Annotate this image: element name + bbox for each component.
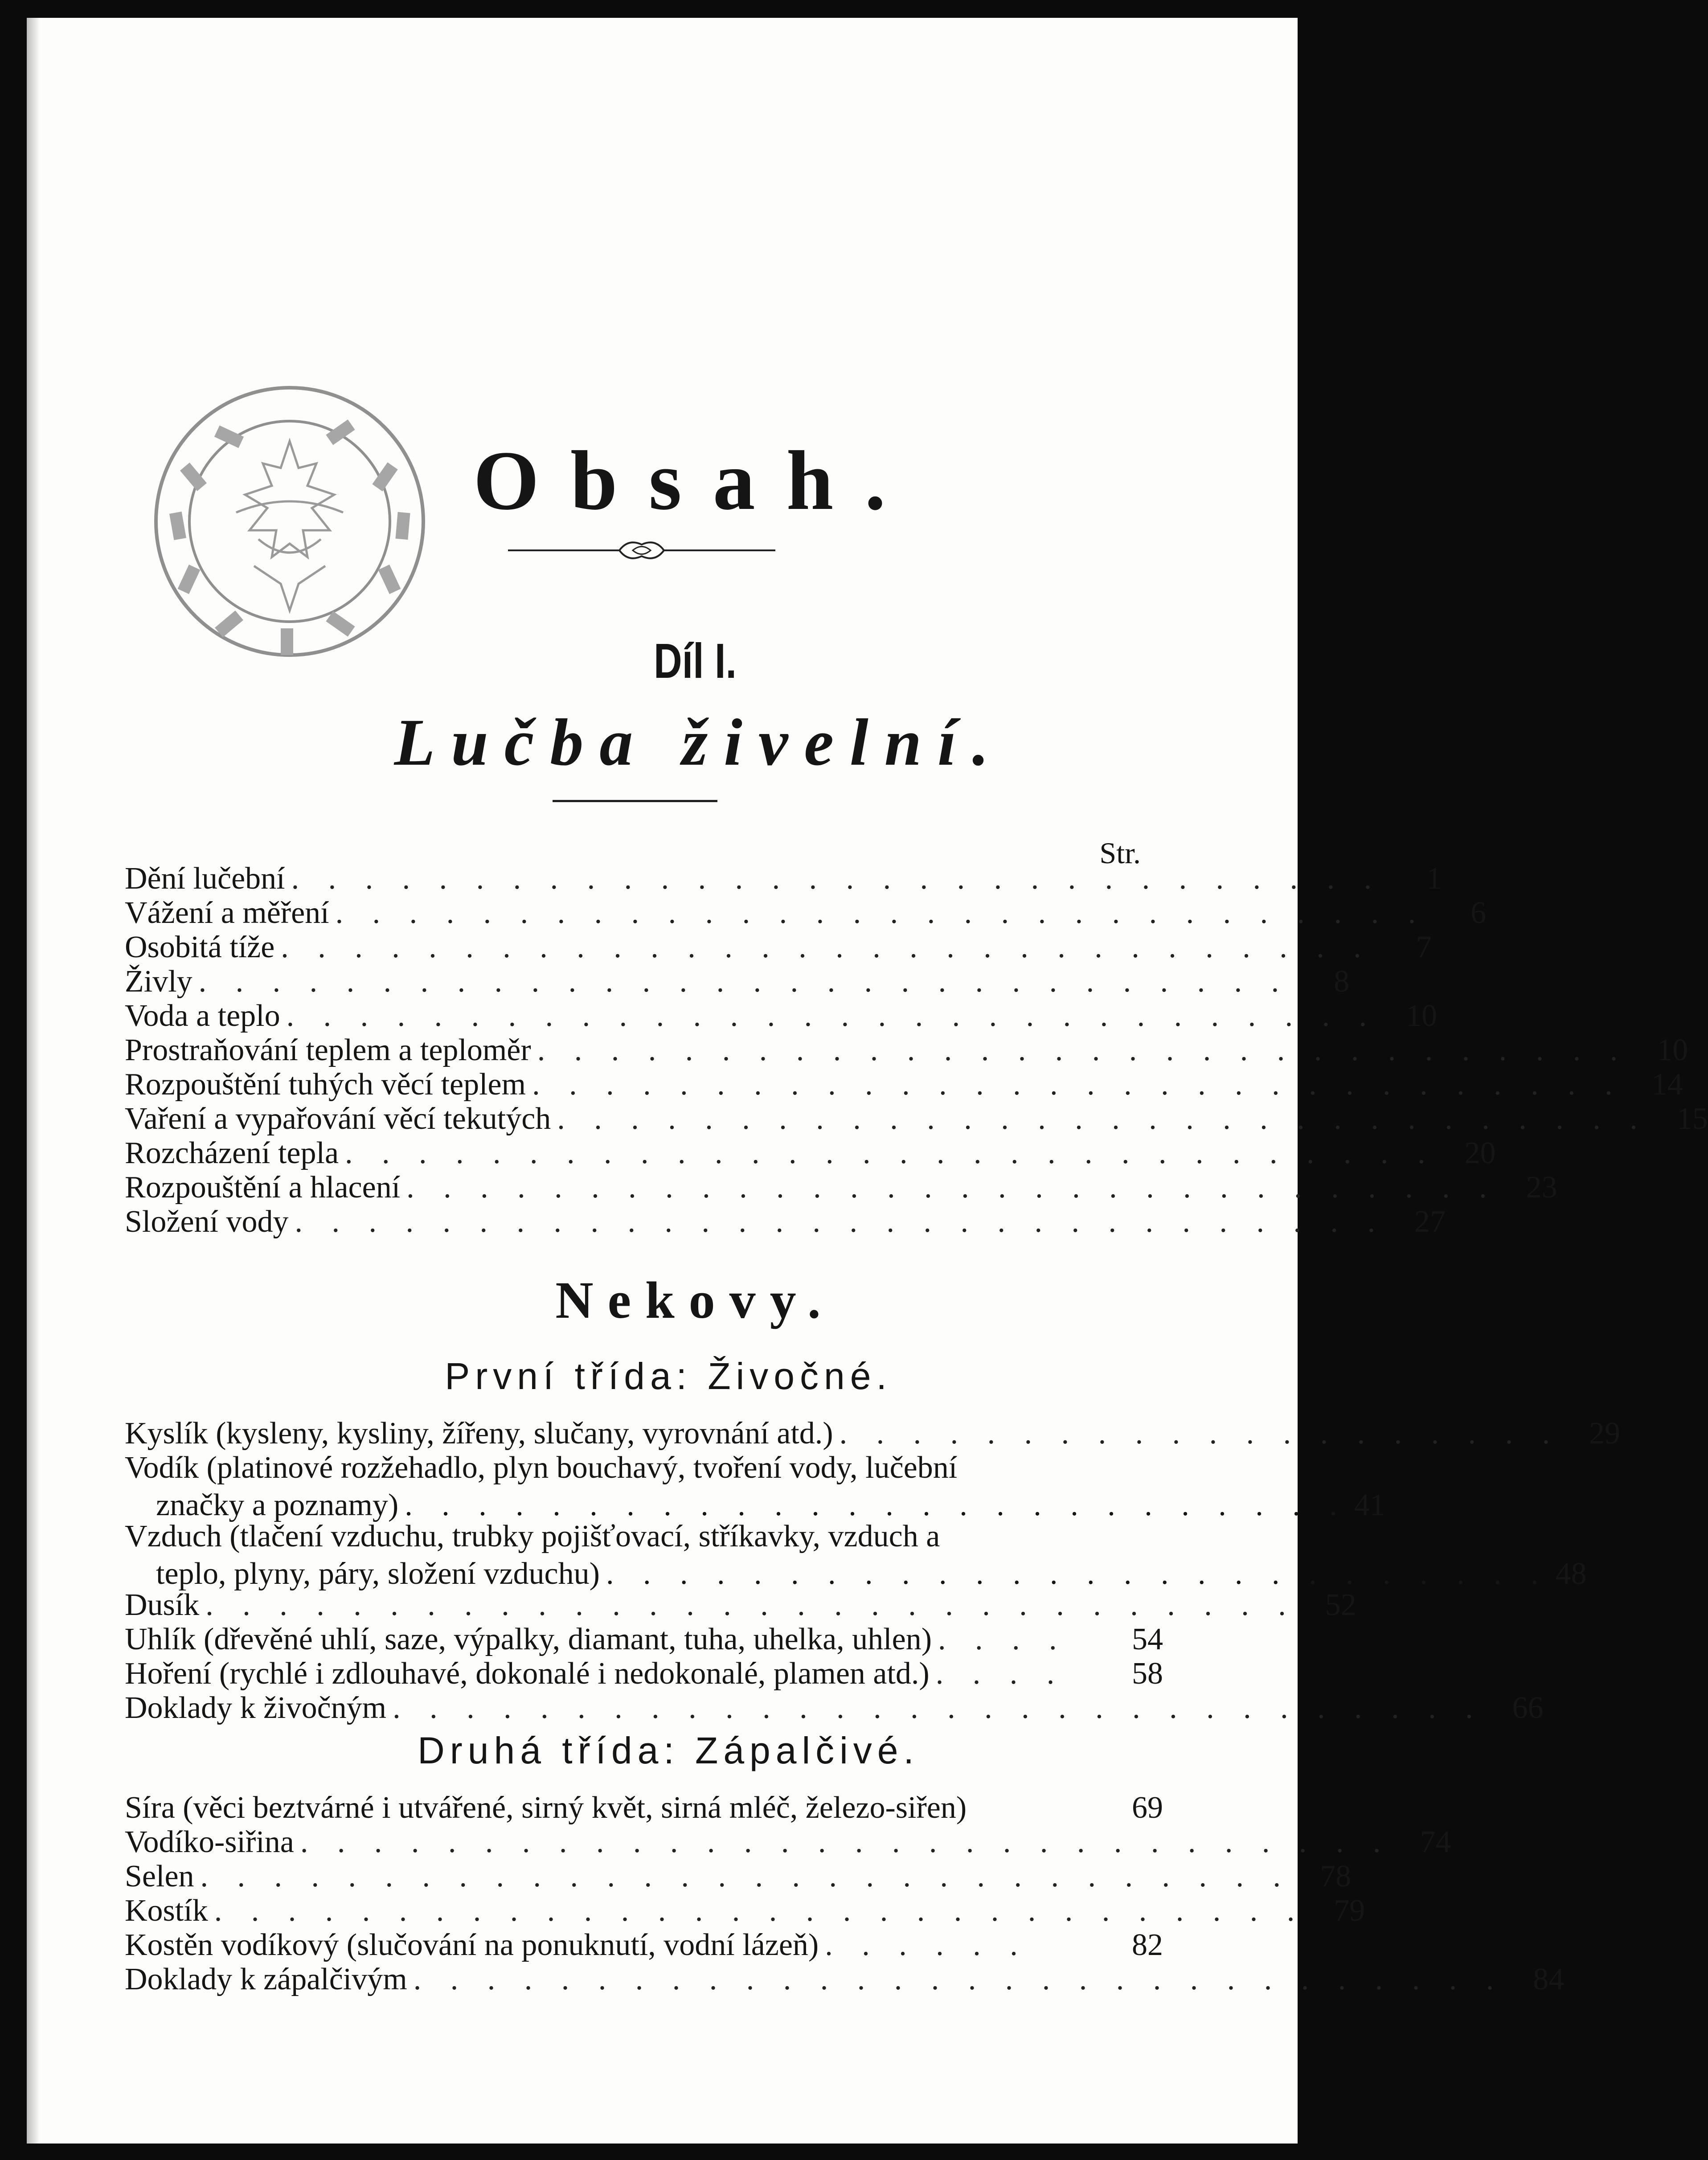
section-heading: Nekovy. bbox=[555, 1271, 835, 1329]
toc-entry-label-line2: teplo, plyny, páry, složení vzduchu) bbox=[156, 1556, 600, 1591]
toc-entry-page: 52 bbox=[1325, 1588, 1356, 1622]
toc-entry bbox=[125, 1859, 1352, 1894]
toc-entry-label: Prostraňování teplem a teploměr bbox=[125, 1033, 531, 1067]
dot-leader: . . . . bbox=[938, 1622, 1068, 1656]
toc-entry-label: Dusík bbox=[125, 1588, 200, 1622]
toc-entry bbox=[125, 1825, 1451, 1859]
toc-entry-page: 15 bbox=[1676, 1102, 1708, 1136]
class1-heading: První třída: Živočné. bbox=[445, 1355, 892, 1397]
part-subtitle: Lučba živelní. bbox=[394, 705, 1005, 779]
toc-entry-label-line2: značky a poznamy) bbox=[156, 1488, 399, 1522]
toc-entry-label-line1: Vzduch (tlačení vzduchu, trubky pojišťovací, stříkavky, vzduch a bbox=[125, 1519, 940, 1553]
toc-entry-page: 23 bbox=[1526, 1170, 1557, 1205]
toc-entry-label: Síra (věci beztvárné i utvářené, sirný květ, sirná mléč, železo-siřen) bbox=[125, 1791, 967, 1825]
dot-leader: . . . . . . . . . . . . . . . . . . . . . . . . . . . . . . bbox=[393, 1691, 1484, 1725]
toc-entry-page: 82 bbox=[1132, 1928, 1163, 1962]
toc-entry-page: 74 bbox=[1420, 1825, 1451, 1859]
dot-leader: . . . . . . . . . . . . . . . . . . . . . . . . . . . . . . bbox=[413, 1962, 1505, 1996]
dot-leader: . . . . . . . . . . . . . . . . . . . . . . . . . . . . . . bbox=[291, 861, 1383, 896]
page-column-header: Str. bbox=[1099, 836, 1141, 870]
dot-leader: . . . . . . . . . . . . . . . . . . . . . . . . . . bbox=[405, 1488, 1348, 1522]
toc-entry bbox=[125, 930, 1432, 964]
toc-entry-label: Kostík bbox=[125, 1894, 208, 1928]
dot-leader: . . . . . . . . . . . . . . . . . . . . . . . . . . . . . . bbox=[345, 1136, 1436, 1170]
toc-entry-page: 1 bbox=[1426, 861, 1442, 896]
page-edge-shadow bbox=[27, 18, 40, 2144]
toc-entry bbox=[125, 861, 1442, 896]
toc-entry bbox=[125, 1451, 1385, 1522]
dot-leader: . . . . . . bbox=[825, 1928, 1028, 1962]
book-page bbox=[27, 18, 1708, 2144]
toc-entry-label: Voda a teplo bbox=[125, 999, 280, 1033]
dot-leader: . . . . . . . . . . . . . . . . . . . . . . . . . . . . . . bbox=[406, 1170, 1498, 1205]
toc-entry bbox=[125, 964, 1350, 999]
dot-leader: . . . . . . . . . . . . . . . . . . . . . . . . . . . . . . bbox=[295, 1205, 1386, 1239]
toc-entry-page: 48 bbox=[1555, 1556, 1587, 1591]
toc-entry bbox=[125, 1170, 1557, 1205]
toc-entry-label: Kyslík (kysleny, kysliny, žířeny, slučany, vyrovnání atd.) bbox=[125, 1416, 833, 1451]
toc-entry-page: 10 bbox=[1406, 999, 1438, 1033]
page-title: Obsah. bbox=[473, 434, 917, 528]
toc-entry-label: Hoření (rychlé i zdlouhavé, dokonalé i nedokonalé, plamen atd.) bbox=[125, 1656, 930, 1691]
toc-entry-label: Složení vody bbox=[125, 1205, 289, 1239]
toc-entry-page: 84 bbox=[1533, 1962, 1565, 1996]
dot-leader: . . . . . . . . . . . . . . . . . . . . . . . . . . . . . . bbox=[200, 1859, 1292, 1894]
dot-leader: . . . . . . . . . . . . . . . . . . . . . . . . . . . . . . bbox=[537, 1033, 1629, 1067]
dot-leader: . . . . . . . . . . . . . . . . . . . . . . . . . . bbox=[606, 1556, 1549, 1591]
toc-entry-label: Dění lučební bbox=[125, 861, 285, 896]
toc-entry bbox=[125, 1033, 1688, 1067]
toc-entry bbox=[125, 1205, 1446, 1239]
toc-entry bbox=[125, 1691, 1544, 1725]
toc-entry-page: 66 bbox=[1512, 1691, 1544, 1725]
toc-entry-page: 8 bbox=[1334, 964, 1350, 999]
toc-entry-page: 69 bbox=[1132, 1791, 1163, 1825]
dot-leader: . . . . . . . . . . . . . . . . . . . . bbox=[839, 1416, 1561, 1451]
toc-entry bbox=[125, 1416, 1621, 1451]
toc-entry bbox=[125, 1791, 1163, 1824]
toc-entry-page: 41 bbox=[1354, 1488, 1385, 1522]
dot-leader: . . . . . . . . . . . . . . . . . . . . . . . . . . . . . . bbox=[335, 896, 1427, 930]
toc-entry-label: Rozcházení tepla bbox=[125, 1136, 339, 1170]
toc-entry-label: Živly bbox=[125, 964, 193, 999]
dot-leader: . . . . . . . . . . . . . . . . . . . . . . . . . . . . . . bbox=[281, 930, 1372, 964]
divider-rule bbox=[553, 800, 717, 802]
toc-entry bbox=[125, 1894, 1365, 1928]
toc-entry-page: 78 bbox=[1320, 1859, 1352, 1894]
toc-entry-page: 7 bbox=[1416, 930, 1432, 964]
toc-entry bbox=[125, 896, 1487, 930]
toc-entry bbox=[125, 1588, 1356, 1622]
toc-entry bbox=[125, 999, 1438, 1033]
toc-entry-label: Rozpouštění a hlacení bbox=[125, 1170, 401, 1205]
toc-entry-page: 58 bbox=[1132, 1656, 1163, 1691]
toc-entry-label: Doklady k zápalčivým bbox=[125, 1962, 407, 1996]
toc-entry bbox=[125, 1136, 1496, 1170]
toc-entry-page: 27 bbox=[1414, 1205, 1446, 1239]
dot-leader: . . . . . . . . . . . . . . . . . . . . . . . . . . . . . . bbox=[557, 1102, 1648, 1136]
toc-entry-label: Vaření a vypařování věcí tekutých bbox=[125, 1102, 551, 1136]
toc-entry-label: Selen bbox=[125, 1859, 194, 1894]
toc-entry-label: Vážení a měření bbox=[125, 896, 329, 930]
toc-entry-page: 14 bbox=[1651, 1067, 1683, 1102]
toc-entry-page: 54 bbox=[1132, 1622, 1163, 1656]
toc-entry bbox=[125, 1657, 1163, 1690]
dot-leader: . . . . . . . . . . . . . . . . . . . . . . . . . . . . . . bbox=[532, 1067, 1623, 1102]
toc-entry bbox=[125, 1929, 1163, 1962]
toc-entry-label: Rozpouštění tuhých věcí teplem bbox=[125, 1067, 526, 1102]
toc-entry-label: Osobitá tíže bbox=[125, 930, 275, 964]
toc-entry bbox=[125, 1962, 1565, 1996]
dot-leader: . . . . bbox=[935, 1656, 1065, 1691]
toc-entry-label: Doklady k živočným bbox=[125, 1691, 387, 1725]
toc-entry bbox=[125, 1102, 1708, 1136]
class2-heading: Druhá třída: Zápalčivé. bbox=[418, 1730, 919, 1771]
dot-leader: . . . . . . . . . . . . . . . . . . . . . . . . . . . . . . bbox=[214, 1894, 1306, 1928]
toc-entry bbox=[125, 1623, 1163, 1656]
toc-entry-label-line1: Vodík (platinové rozžehadlo, plyn bouchavý, tvoření vody, lučební bbox=[125, 1451, 958, 1485]
dot-leader: . . . . . . . . . . . . . . . . . . . . . . . . . . . . . . bbox=[286, 999, 1378, 1033]
dot-leader: . . . . . . . . . . . . . . . . . . . . . . . . . . . . . . bbox=[205, 1588, 1297, 1622]
toc-entry-page: 20 bbox=[1464, 1136, 1496, 1170]
toc-entry-label: Kostěn vodíkový (slučování na ponuknutí, vodní lázeň) bbox=[125, 1928, 819, 1962]
toc-entry-page: 79 bbox=[1334, 1894, 1365, 1928]
toc-entry bbox=[125, 1519, 1587, 1591]
toc-entry bbox=[125, 1067, 1683, 1102]
toc-entry-page: 6 bbox=[1470, 896, 1487, 930]
library-stamp-seal bbox=[147, 379, 432, 664]
title-ornament bbox=[508, 535, 775, 566]
toc-entry-page: 29 bbox=[1589, 1416, 1621, 1451]
dot-leader: . . . . . . . . . . . . . . . . . . . . . . . . . . . . . . bbox=[300, 1825, 1392, 1859]
dot-leader: . . . . . . . . . . . . . . . . . . . . . . . . . . . . . . bbox=[198, 964, 1290, 999]
toc-entry-label: Uhlík (dřevěné uhlí, saze, výpalky, diamant, tuha, uhelka, uhlen) bbox=[125, 1622, 932, 1656]
part-heading: Díl I. bbox=[654, 634, 737, 689]
toc-entry-label: Vodíko-siřina bbox=[125, 1825, 294, 1859]
toc-entry-page: 10 bbox=[1657, 1033, 1688, 1067]
